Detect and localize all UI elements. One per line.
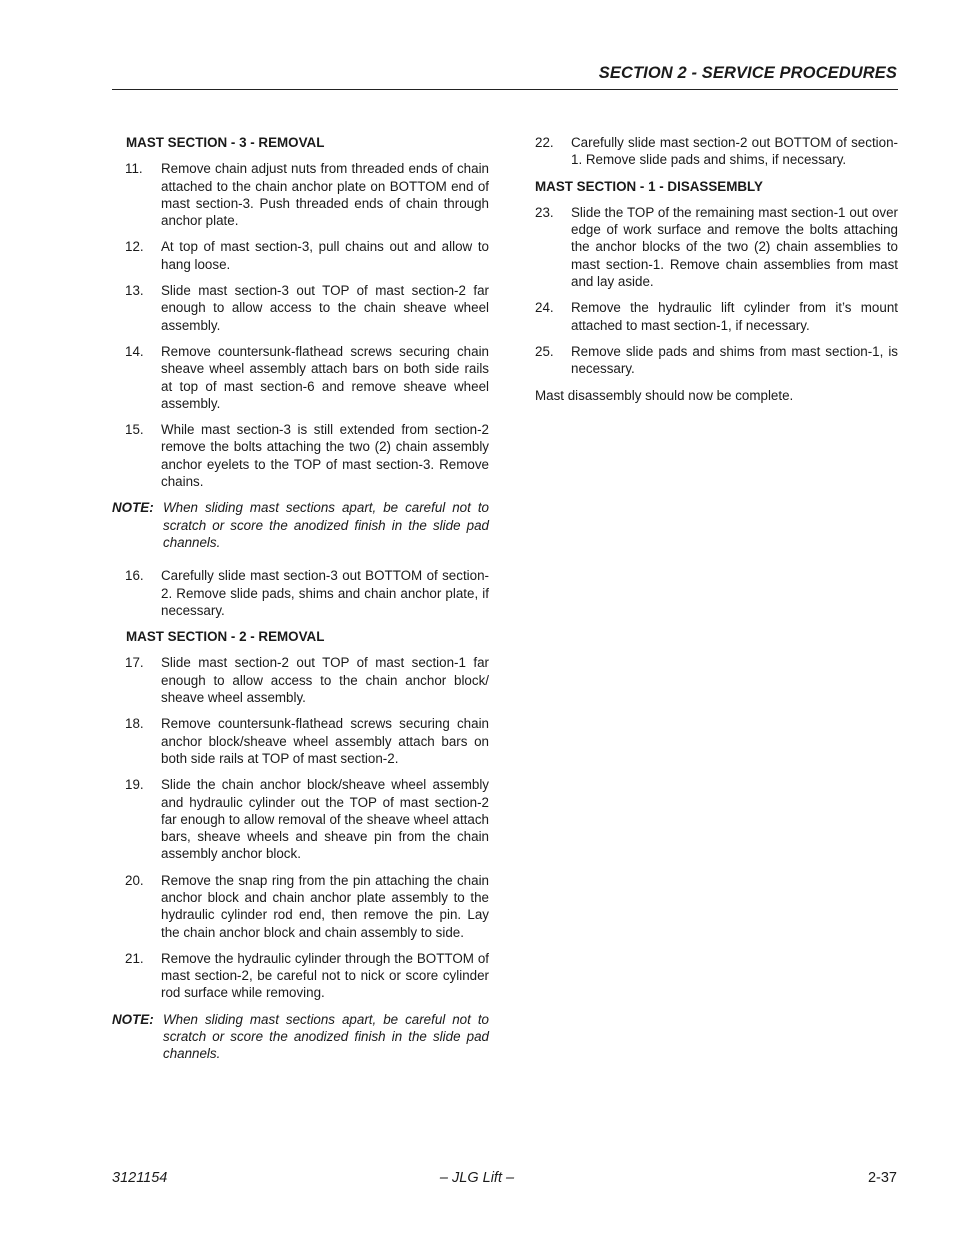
procedure-step: [112, 282, 489, 334]
step-number: 21.: [125, 950, 144, 966]
step-number: 20.: [125, 872, 144, 888]
footer-page-number: 2-37: [867, 1170, 897, 1186]
procedure-step: [112, 238, 489, 273]
note-block: [112, 1011, 489, 1063]
procedure-step: [112, 654, 489, 706]
procedure-step: [112, 567, 489, 619]
procedure-step: [535, 134, 898, 169]
procedure-step: [112, 343, 489, 412]
heading-mast-section-3-removal: MAST SECTION - 3 - REMOVAL: [126, 135, 325, 150]
procedure-step: [535, 204, 898, 290]
procedure-step: [112, 160, 489, 229]
steps-list-c: [112, 654, 489, 1001]
procedure-step: [535, 299, 898, 334]
step-text: Remove countersunk-flathead screws securing chain anchor block/sheave wheel assembly attach bars on both side rails at TOP of mast section-2.: [161, 716, 489, 766]
step-text: Carefully slide mast section-2 out BOTTOM of section-1. Remove slide pads and shims, if necessary.: [571, 135, 898, 168]
note-text: When sliding mast sections apart, be careful not to scratch or score the anodized finish in the slide pad channels.: [163, 500, 489, 550]
step-text: Remove the snap ring from the pin attaching the chain anchor block and chain anchor plate assembly to the hydraulic cylinder rod end, then remove the pin. Lay the chain anchor block and chain assembly to side.: [161, 872, 489, 940]
step-number: 23.: [535, 204, 554, 220]
step-text: Slide mast section-2 out TOP of mast section-1 far enough to allow access to the chain anchor block/ sheave wheel assembly.: [161, 655, 489, 706]
step-text: Slide the chain anchor block/sheave wheel assembly and hydraulic cylinder out the TOP of mast section-2 far enough to allow removal of the sheave wheel attach bars, sheave wheels and sheave pin from the chain assembly anchor block.: [161, 777, 489, 862]
note-text: When sliding mast sections apart, be careful not to scratch or score the anodized finish in the slide pad channels.: [163, 1011, 489, 1062]
note-label: NOTE:: [112, 500, 154, 516]
steps-list-d: [535, 134, 898, 169]
steps-list-a: [112, 160, 489, 490]
step-number: 16.: [125, 568, 144, 584]
step-number: 18.: [125, 716, 144, 732]
steps-list-b: [112, 567, 489, 619]
step-text: Remove the hydraulic lift cylinder from it’s mount attached to mast section-1, if necessary.: [571, 300, 898, 333]
step-text: While mast section-3 is still extended from section-2 remove the bolts attaching the two (2) chain assembly anchor eyelets to the TOP of mast section-3. Remove chains.: [161, 422, 489, 490]
step-text: Remove chain adjust nuts from threaded ends of chain attached to the chain anchor plate on BOTTOM end of mast section-3. Push threaded ends of chain through anchor plate.: [161, 161, 489, 229]
step-number: 19.: [125, 777, 144, 793]
procedure-step: [112, 776, 489, 862]
right-column: [535, 134, 898, 404]
step-number: 17.: [125, 655, 144, 671]
procedure-step: [112, 421, 489, 490]
step-number: 11.: [125, 161, 143, 177]
step-number: 12.: [125, 239, 144, 255]
step-number: 13.: [125, 283, 144, 299]
step-number: 22.: [535, 135, 554, 150]
step-text: Carefully slide mast section-3 out BOTTOM of section-2. Remove slide pads, shims and chain anchor plate, if necessary.: [161, 568, 489, 618]
step-number: 15.: [125, 422, 144, 438]
steps-list-e: [535, 204, 898, 378]
step-text: Slide the TOP of the remaining mast section-1 out over edge of work surface and remove the bolts attaching the anchor blocks of the two (2) chain assemblies to mast section-1. Remove chain assemblies from mast and lay aside.: [571, 204, 898, 290]
step-text: Remove slide pads and shims from mast section-1, is necessary.: [571, 343, 898, 377]
step-number: 24.: [535, 300, 554, 316]
procedure-step: [112, 872, 489, 941]
footer-doc-number: 3121154: [112, 1170, 168, 1186]
left-column: [112, 134, 489, 1079]
step-text: At top of mast section-3, pull chains out and allow to hang loose.: [161, 239, 489, 272]
note-label: NOTE:: [112, 1011, 154, 1027]
closing-statement: Mast disassembly should now be complete.: [535, 387, 794, 403]
step-text: Remove countersunk-flathead screws securing chain sheave wheel assembly attach bars on both side rails at top of mast section-6 and remove sheave wheel assembly.: [161, 343, 489, 411]
step-number: 14.: [125, 343, 144, 359]
procedure-step: [535, 343, 898, 378]
header-divider: [112, 89, 898, 90]
note-block: [112, 499, 489, 551]
step-text: Slide mast section-3 out TOP of mast section-2 far enough to allow access to the chain sheave wheel assembly.: [161, 283, 489, 333]
heading-mast-section-2-removal: MAST SECTION - 2 - REMOVAL: [126, 629, 325, 645]
heading-mast-section-1-disassembly: MAST SECTION - 1 - DISASSEMBLY: [535, 178, 763, 194]
footer-brand: – JLG Lift –: [439, 1170, 515, 1186]
step-text: Remove the hydraulic cylinder through the BOTTOM of mast section-2, be careful not to nick or score cylinder rod surface while removing.: [161, 950, 489, 1001]
procedure-step: [112, 715, 489, 767]
procedure-step: [112, 950, 489, 1002]
section-header-title: SECTION 2 - SERVICE PROCEDURES: [598, 64, 897, 82]
step-number: 25.: [535, 343, 554, 359]
